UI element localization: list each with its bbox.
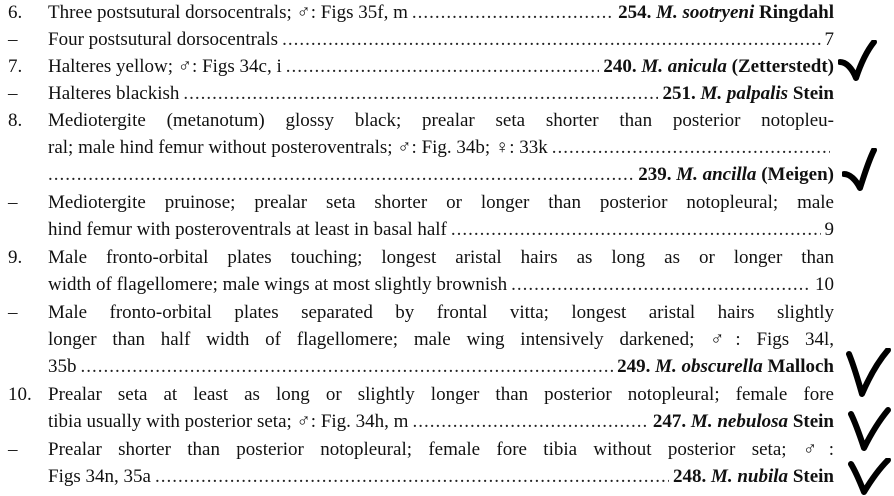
- leader-dots: [183, 81, 658, 107]
- leader-dots: [48, 162, 634, 188]
- couplet-number: –: [8, 302, 18, 323]
- key-line: [0, 272, 894, 298]
- entry-text: ral; male hind femur without posteroventrals; ♂: Fig. 34b; ♀: 33k: [48, 137, 548, 158]
- key-line: [0, 464, 894, 490]
- entry-text: Halteres blackish: [48, 83, 180, 104]
- entry-text: longer than half width of flagellomere; male wing intensively darkened; ♂: Figs 34l,: [48, 329, 834, 350]
- couplet-number: 8.: [8, 110, 23, 131]
- key-line: [0, 245, 894, 271]
- key-entry: [48, 0, 834, 26]
- couplet-reference: 7: [824, 29, 834, 50]
- entry-text: width of flagellomere; male wings at most slightly brownish: [48, 274, 508, 295]
- species-reference: 240. M. anicula (Zetterstedt): [603, 56, 834, 77]
- key-line: [0, 162, 894, 188]
- couplet-number: 6.: [8, 2, 23, 23]
- entry-text: 35b: [48, 356, 77, 377]
- key-line: [0, 409, 894, 435]
- entry-text: tibia usually with posterior seta; ♂: Fig. 34h, m: [48, 411, 409, 432]
- leader-dots: [552, 135, 830, 161]
- entry-text: Halteres yellow; ♂: Figs 34c, i: [48, 56, 282, 77]
- couplet-number: 7.: [8, 56, 23, 77]
- check-mark-icon: [848, 406, 892, 452]
- key-line: [0, 217, 894, 243]
- entry-text: Male fronto-orbital plates touching; longest aristal hairs as long as or longer than: [48, 247, 834, 268]
- leader-dots: [282, 27, 820, 53]
- entry-text: Three postsutural dorsocentrals; ♂: Figs 35f, m: [48, 2, 408, 23]
- leader-dots: [155, 464, 669, 490]
- key-entry: [48, 464, 834, 490]
- key-entry: [48, 27, 834, 53]
- key-line: [0, 354, 894, 380]
- check-mark-icon: [848, 458, 892, 496]
- leader-dots: [412, 0, 614, 26]
- check-mark-icon: [842, 148, 882, 192]
- key-entry: [48, 354, 834, 380]
- key-entry: [48, 162, 834, 188]
- key-line: [0, 81, 894, 107]
- leader-dots: [286, 54, 600, 80]
- species-reference: 249. M. obscurella Malloch: [617, 356, 834, 377]
- couplet-number: –: [8, 192, 18, 213]
- key-line: [0, 135, 894, 161]
- key-line: [0, 437, 894, 463]
- entry-text: Male fronto-orbital plates separated by frontal vitta; longest aristal hairs slightly: [48, 302, 834, 323]
- key-entry: [48, 272, 834, 298]
- couplet-number: 9.: [8, 247, 23, 268]
- key-line: [0, 54, 894, 80]
- entry-text: Prealar seta at least as long or slightly longer than posterior notopleural; female fore: [48, 384, 834, 405]
- key-line: [0, 190, 894, 216]
- key-line: [0, 327, 894, 353]
- leader-dots: [81, 354, 614, 380]
- leader-dots: [451, 217, 821, 243]
- species-reference: 239. M. ancilla (Meigen): [638, 164, 834, 185]
- entry-text: Mediotergite (metanotum) glossy black; prealar seta shorter than posterior notopleu-: [48, 110, 834, 131]
- key-entry: [48, 217, 834, 243]
- key-line: [0, 300, 894, 326]
- entry-text: Mediotergite pruinose; prealar seta shorter or longer than posterior notopleural; male: [48, 192, 834, 213]
- key-entry: [48, 135, 834, 161]
- species-reference: 247. M. nebulosa Stein: [652, 411, 834, 432]
- leader-dots: [412, 409, 648, 435]
- entry-text: Prealar shorter than posterior notopleural; female fore tibia without posterior seta; ♂:: [48, 439, 834, 460]
- key-entry: [48, 54, 834, 80]
- species-reference: 248. M. nubila Stein: [672, 466, 834, 487]
- key-entry: [48, 409, 834, 435]
- key-line: [0, 27, 894, 53]
- couplet-number: –: [8, 439, 18, 460]
- couplet-number: –: [8, 29, 18, 50]
- key-line: [0, 382, 894, 408]
- couplet-number: 10.: [8, 384, 32, 405]
- couplet-number: –: [8, 83, 18, 104]
- species-reference: 251. M. palpalis Stein: [662, 83, 834, 104]
- key-line: [0, 108, 894, 134]
- entry-text: Figs 34n, 35a: [48, 466, 151, 487]
- couplet-reference: 9: [824, 219, 834, 240]
- entry-text: hind femur with posteroventrals at least in basal half: [48, 219, 447, 240]
- leader-dots: [511, 272, 811, 298]
- species-reference: 254. M. sootryeni Ringdahl: [618, 2, 834, 23]
- entry-text: Four postsutural dorsocentrals: [48, 29, 279, 50]
- key-line: [0, 0, 894, 26]
- check-mark-icon: [838, 40, 880, 82]
- check-mark-icon: [846, 348, 892, 398]
- couplet-reference: 10: [815, 274, 834, 295]
- key-entry: [48, 81, 834, 107]
